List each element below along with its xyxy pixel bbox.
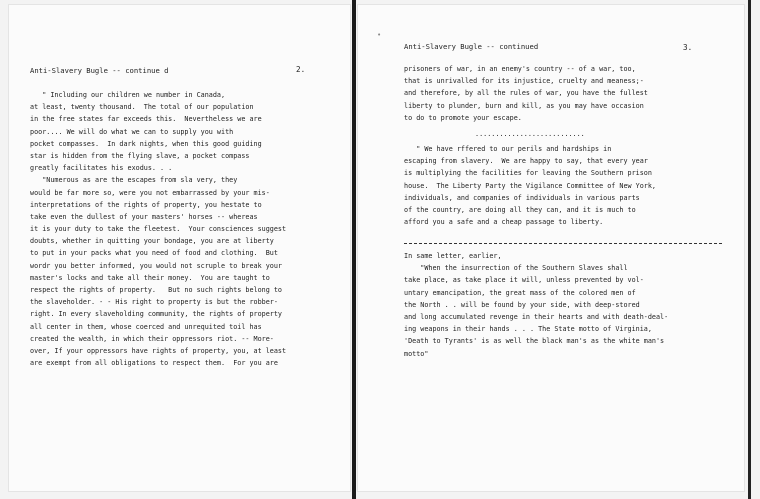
text-line: is multiplying the facilities for leaving the Southern prison <box>404 169 652 178</box>
text-line: doubts, whether in quitting your bondage, you are at liberty <box>30 237 274 246</box>
text-line: wordr you better informed, you would not scruple to break your <box>30 261 282 270</box>
right-page-number: 3. <box>683 43 693 52</box>
text-line: it is your duty to take the fleetest. Your consciences suggest <box>30 225 287 234</box>
text-line: respect the rights of property. But no such rights belong to <box>30 286 282 294</box>
text-line: afford you a safe and a cheap passage to liberty. <box>404 218 604 227</box>
text-line: untary emancipation, the great mass of the colored men of <box>404 288 636 297</box>
text-line: ing weapons in their hands . . . The State motto of Virginia, <box>404 325 652 334</box>
text-line: to do to promote your escape. <box>404 113 522 122</box>
page-gutter <box>352 0 356 499</box>
text-line: pocket compasses. In dark nights, when this good guiding <box>30 139 262 148</box>
text-line: In same letter, earlier, <box>404 252 502 260</box>
text-line: the North . . will be found by your side, with deep-stored <box>404 300 640 309</box>
right-page-body-bottom <box>404 250 668 360</box>
text-line: interpretations of the rights of property, you hestate to <box>30 200 262 209</box>
text-line: to put in your packs what you need of food and clothing. But <box>30 249 278 258</box>
text-line: motto" <box>404 349 429 358</box>
text-line: individuals, and companies of individuals in various parts <box>404 193 640 202</box>
text-line: star is hidden from the flying slave, a pocket compass <box>30 151 250 160</box>
text-line: created the wealth, in which their oppressors riot. -- More- <box>30 334 274 343</box>
scan-edge <box>748 0 751 499</box>
left-page-body <box>30 89 286 369</box>
right-page-body-middle <box>404 143 656 228</box>
left-page-header: Anti-Slavery Bugle -- continue d <box>30 66 169 75</box>
text-line: that is unrivalled for its injustice, cruelty and meaness;- <box>404 77 644 86</box>
right-page-header: Anti-Slavery Bugle -- continued <box>404 42 539 51</box>
text-line: "When the insurrection of the Southern Slaves shall <box>404 264 628 273</box>
text-line: of the country, are doing all they can, and it is much to <box>404 205 636 214</box>
text-line: 'Death to Tyrants' is as well the black man's as the white man's <box>404 337 665 346</box>
text-line: over, If your oppressors have rights of property, you, at least <box>30 346 287 355</box>
text-line: liberty to plunder, burn and kill, as you may have occasion <box>404 101 644 110</box>
margin-mark: • <box>377 31 382 39</box>
text-line: prisoners of war, in an enemy's country -- of a war, too, <box>404 65 636 73</box>
text-line: right. In every slaveholding community, the rights of property <box>30 310 282 319</box>
dotted-separator: ........................... <box>475 130 585 138</box>
text-line: poor.... We will do what we can to supply you with <box>30 127 234 136</box>
left-page-number: 2. <box>296 65 306 74</box>
text-line: and long accumulated revenge in their hearts and with death-deal- <box>404 312 669 321</box>
text-line: " We have rffered to our perils and hardships in <box>404 145 612 153</box>
text-line: and therefore, by all the rules of war, you have the fullest <box>404 89 648 98</box>
text-line: at least, twenty thousand. The total of our population <box>30 103 254 112</box>
text-line: are exempt from all obligations to respect them. For you are <box>30 359 278 368</box>
text-line: master's locks and take all their money. You are taught to <box>30 273 270 282</box>
text-line: take even the dullest of your masters' horses -- whereas <box>30 212 258 221</box>
text-line: house. The Liberty Party the Vigilance Committee of New York, <box>404 181 656 190</box>
text-line: greatly facilitates his exodus. . . <box>30 164 173 173</box>
text-line: the slaveholder. - - His right to property is but the robber- <box>30 298 278 307</box>
text-line: all center in them, whose coerced and unrequited toil has <box>30 322 262 331</box>
text-line: would be far more so, were you not embarrassed by your mis- <box>30 188 270 197</box>
text-line: escaping from slavery. We are happy to say, that every year <box>404 157 648 166</box>
text-line: "Numerous as are the escapes from sla very, they <box>30 176 238 185</box>
dashed-separator <box>404 243 722 244</box>
right-page-body-top <box>404 63 648 124</box>
text-line: in the free states far exceeds this. Nevertheless we are <box>30 115 262 124</box>
text-line: " Including our children we number in Canada, <box>30 91 226 99</box>
text-line: take place, as take place it will, unless prevented by vol- <box>404 276 644 285</box>
